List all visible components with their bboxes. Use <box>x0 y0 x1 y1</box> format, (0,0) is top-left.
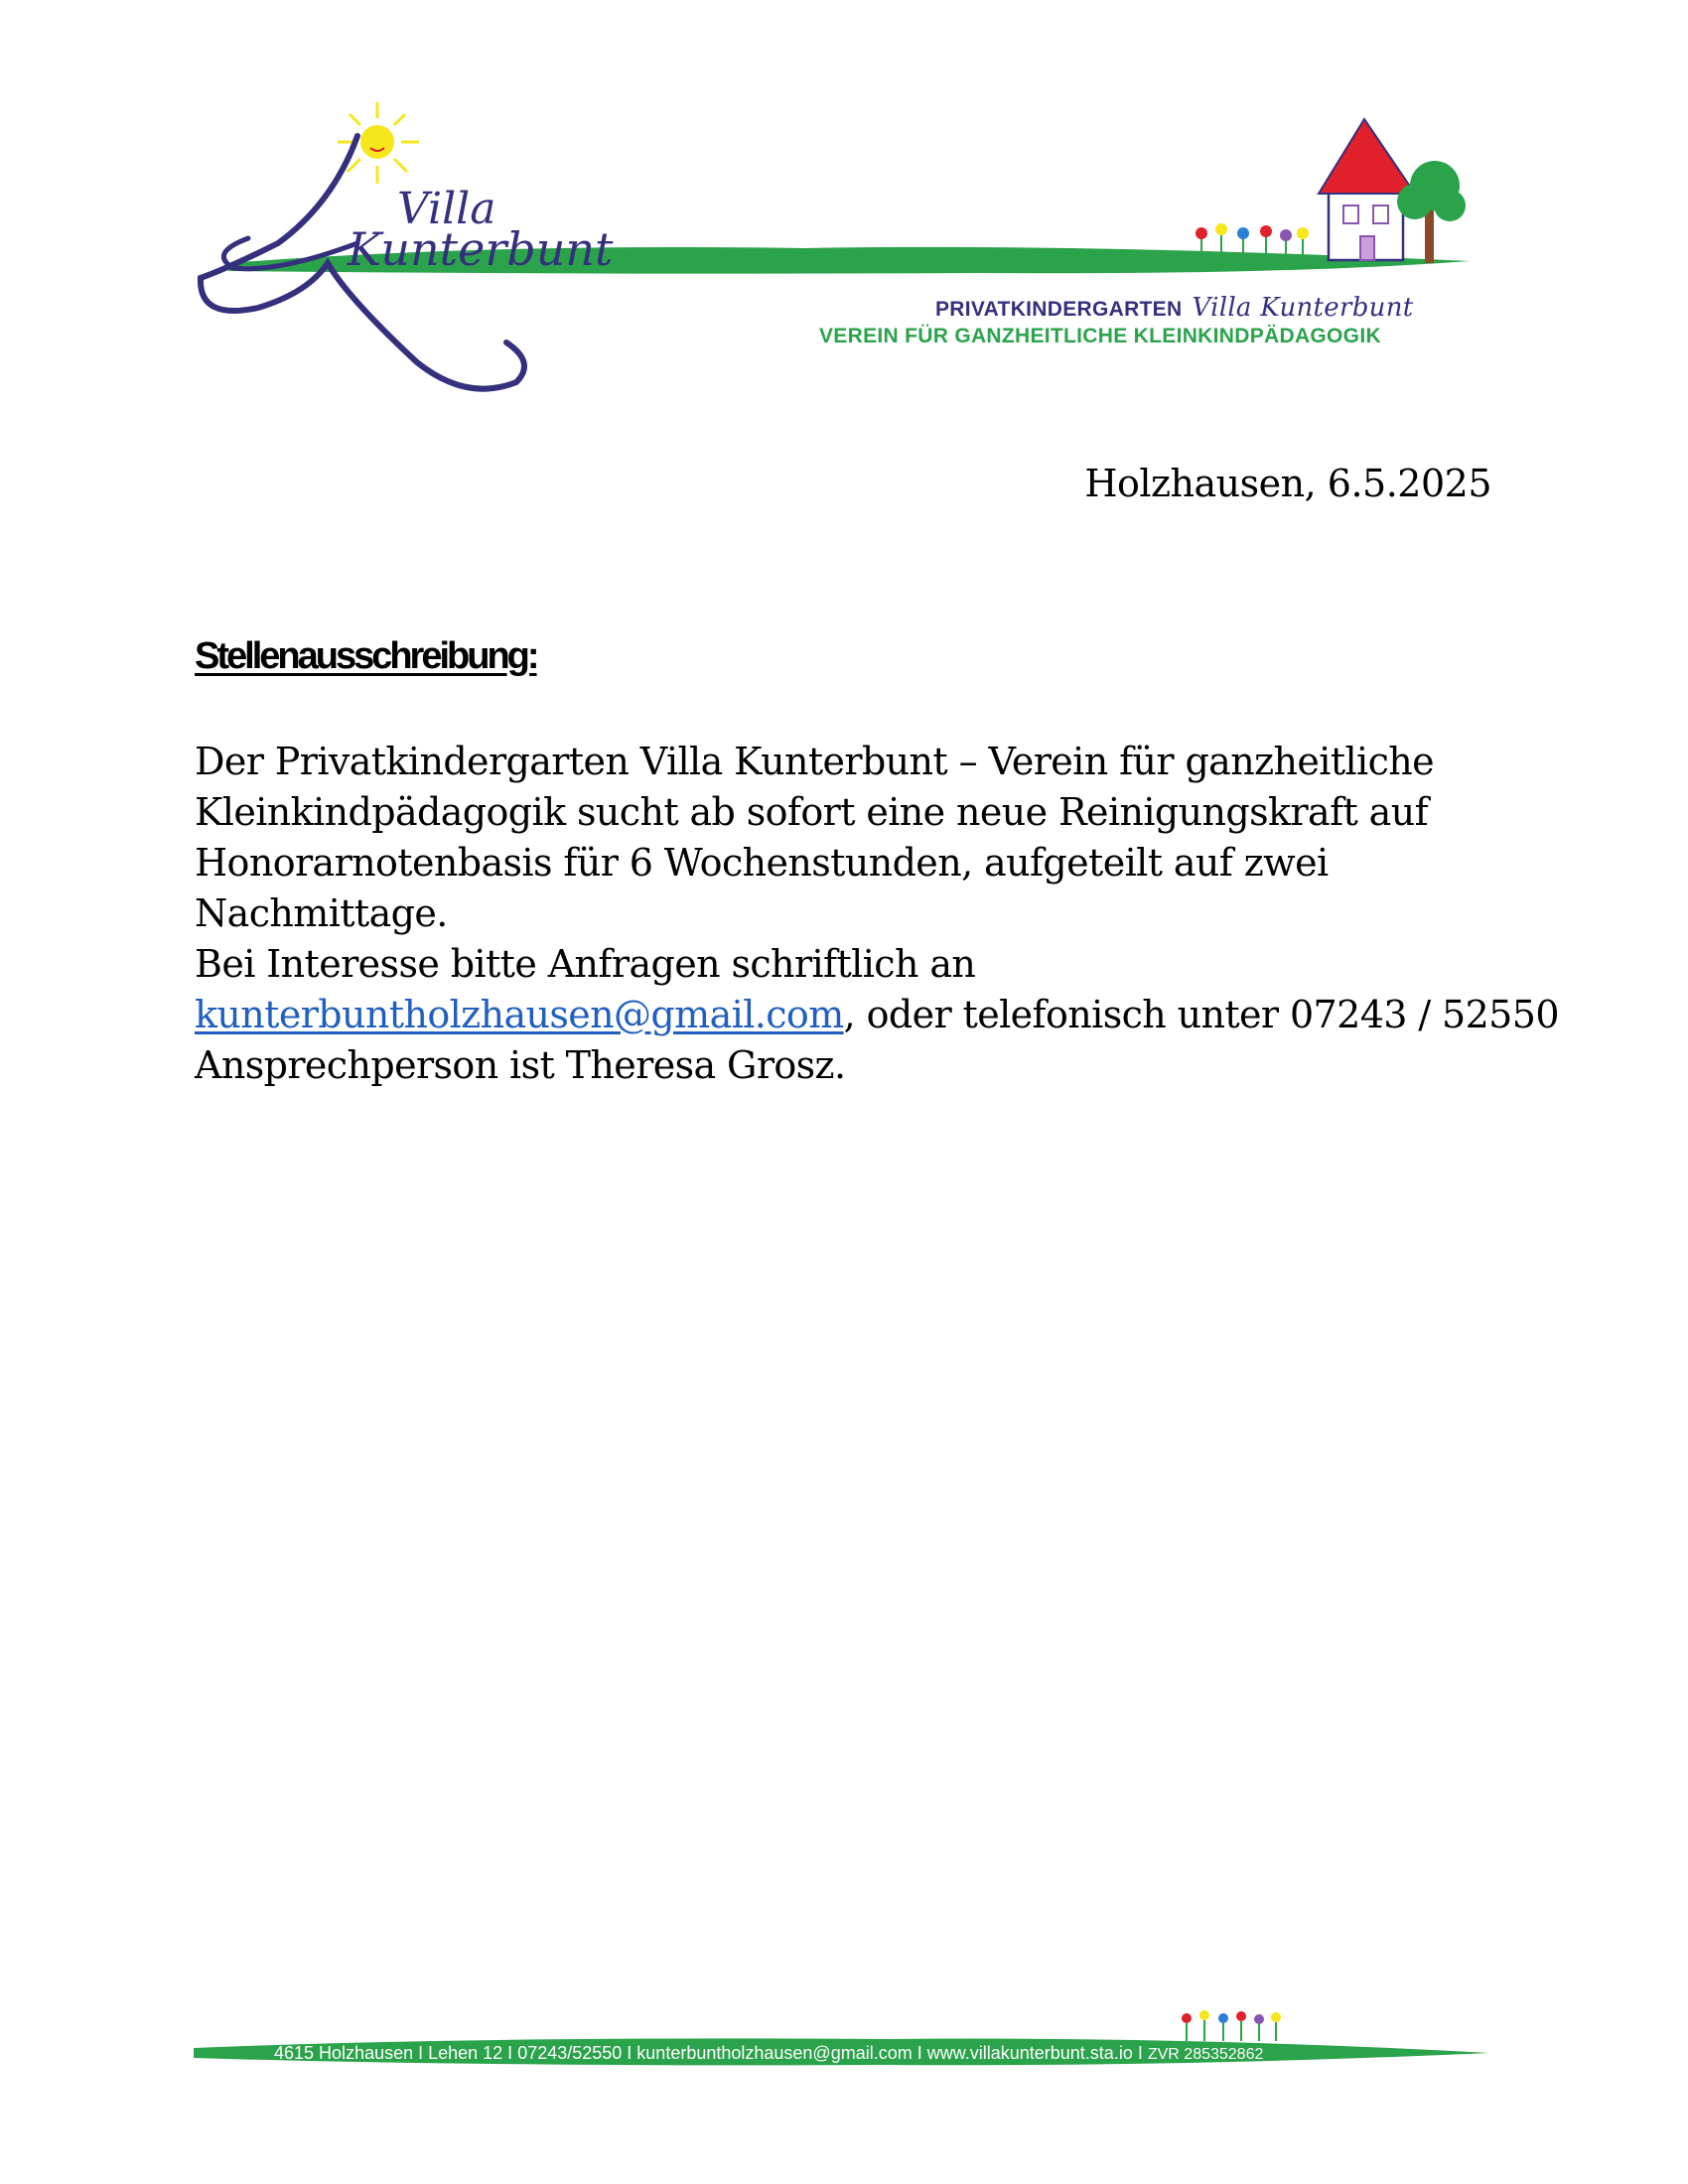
body-line: Kleinkindpädagogik sucht ab sofort eine neue Reinigungskraft auf <box>195 790 1429 834</box>
body-line: Nachmittage. <box>195 891 448 935</box>
email-link[interactable]: kunterbuntholzhausen@gmail.com <box>195 993 844 1036</box>
org-name-caps: PRIVATKINDERGARTEN <box>935 298 1183 321</box>
footer-flowers-icon <box>1182 2010 1281 2041</box>
body-line: Honorarnotenbasis für 6 Wochenstunden, aufgeteilt auf zwei <box>195 841 1329 885</box>
place-date: Holzhausen, 6.5.2025 <box>1084 462 1491 505</box>
kindergarten-logo <box>189 94 1499 422</box>
body-line: Der Privatkindergarten Villa Kunterbunt – Verein für ganzheitliche <box>195 740 1435 783</box>
footer-zvr: ZVR 285352862 <box>1147 2046 1264 2063</box>
tree-icon <box>1397 161 1466 263</box>
document-heading: Stellenausschreibung: <box>195 635 537 677</box>
footer-address-text: 4615 Holzhausen I Lehen 12 I 07243/52550 I kunterbuntholzhausen@gmail.com I www.villakunterbunt.sta.io I <box>274 2043 1143 2063</box>
letterhead <box>189 94 1499 422</box>
body-text <box>195 737 1559 1091</box>
org-name-script: Villa Kunterbunt <box>1192 293 1414 323</box>
email-line <box>195 990 1559 1040</box>
org-subtitle: VEREIN FÜR GANZHEITLICHE KLEINKINDPÄDAGOGIK <box>819 325 1381 347</box>
footer-address <box>274 2043 1263 2064</box>
body-line: Bei Interesse bitte Anfragen schriftlich an <box>195 942 976 986</box>
flowers-icon <box>1196 223 1309 255</box>
logo-kunterbunt-text: Kunterbunt <box>348 222 614 276</box>
contact-line: Ansprechperson ist Theresa Grosz. <box>195 1043 846 1087</box>
house-icon <box>1319 119 1415 260</box>
phone-text: , oder telefonisch unter 07243 / 52550 <box>843 993 1559 1036</box>
logo-villa-text: Villa <box>397 184 496 234</box>
org-name <box>935 293 1414 323</box>
footer <box>189 2003 1499 2073</box>
sun-icon <box>338 102 419 184</box>
